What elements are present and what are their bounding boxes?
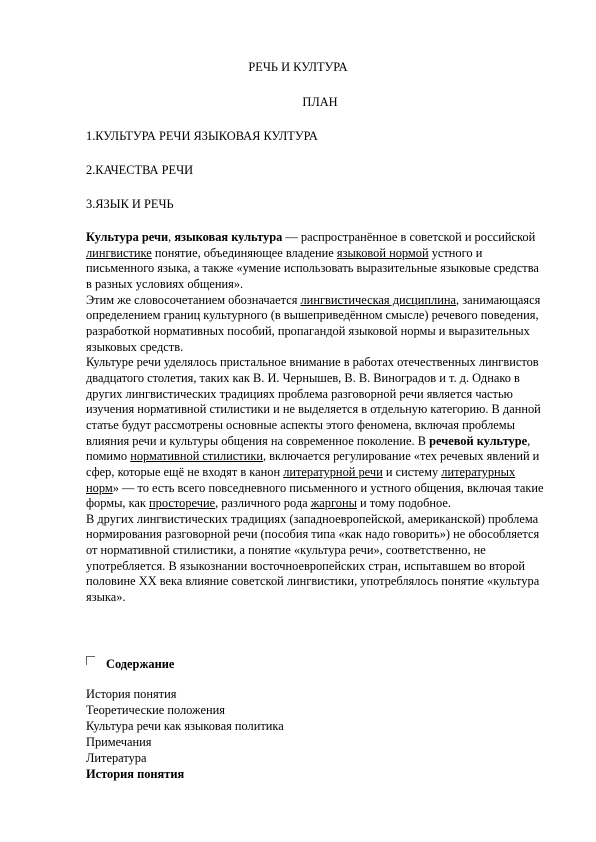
link-normative-stylistics[interactable]: нормативной стилистики [130, 449, 263, 464]
paragraph-3 [86, 355, 546, 512]
term-speech-culture: Культура речи [86, 230, 169, 244]
toc-item-literature[interactable]: Литература [86, 751, 147, 765]
text-run: , различного рода [215, 496, 311, 511]
section-heading-history: История понятия [86, 767, 185, 781]
link-linguistics[interactable]: лингвистике [86, 245, 152, 260]
link-linguistic-discipline[interactable]: лингвистическая дисциплина [300, 292, 456, 307]
text-run: Этим же словосочетанием обозначается [86, 292, 301, 307]
paragraph-1 [86, 230, 546, 293]
article-body [86, 230, 546, 606]
text-run: , занимающаяся определением границ культурного (в вышеприведённом смысле) речевого поведения, разработкой нормативных пособий, пропагандой языковой нормы и выразительных языковых средств. [86, 292, 541, 354]
text-run: Культуре речи уделялось пристальное внимание в работах отечественных лингвистов двадцатого столетия, таких как В. И. Чернышев, В. В. Виноградов и т. д. Однако в других лингвистических традициях проблема разговорной речи является частью изучения нормативной стилистики и не выделяется в отдельную категорию. В данной статье будут рассмотрены основные аспекты этого феномена, включая проблемы влияния речи и культуры общения на современное поколение. В [86, 355, 541, 448]
term-language-culture: языковая культура [174, 230, 283, 244]
toc-heading: Содержание [106, 657, 175, 671]
text-run: понятие, объединяющее владение [151, 245, 337, 260]
text-run: и систему [382, 464, 442, 479]
link-prostorechie[interactable]: просторечие [149, 496, 216, 511]
text-run: — распространённое в советской и российской [282, 230, 536, 244]
text-run: , помимо [86, 433, 531, 464]
link-literary-speech[interactable]: литературной речи [283, 464, 383, 479]
link-language-norm[interactable]: языковой нормой [336, 245, 429, 260]
plan-heading: ПЛАН [302, 95, 338, 109]
term-speech-culture-bold: речевой культуре [429, 433, 528, 448]
document-title: РЕЧЬ И КУЛТУРА [248, 60, 348, 74]
paragraph-4: В других лингвистических традициях (западноевропейской, американской) проблема нормирования разговорной речи (пособия типа «как надо говорить») не обособляется от нормативной стилистики, а понятие «культура речи», соответственно, не употребляется. В языкознании восточноевропейских стран, испытавшем во второй половине XX века влияние советской лингвистики, употреблялось понятие «культура языка». [86, 511, 540, 605]
plan-item-2: 2.КАЧЕСТВА РЕЧИ [86, 163, 194, 177]
toc-item-history[interactable]: История понятия [86, 687, 177, 701]
toc-item-theory[interactable]: Теоретические положения [86, 703, 225, 717]
text-run: устного и письменного языка, а также «умение использовать выразительные языковые средства в разных условиях общения». [86, 245, 539, 291]
text-run: , включается регулирование «тех речевых явлений и сфер, которые ещё не входят в канон [86, 449, 540, 479]
paragraph-2 [86, 293, 546, 356]
toggle-icon[interactable] [86, 656, 95, 665]
toc-header[interactable] [86, 656, 174, 672]
text-run: , [168, 230, 175, 244]
plan-item-1: 1.КУЛЬТУРА РЕЧИ ЯЗЫКОВАЯ КУЛТУРА [86, 129, 318, 143]
toc-item-notes[interactable]: Примечания [86, 735, 152, 749]
plan-item-3: 3.ЯЗЫК И РЕЧЬ [86, 197, 174, 211]
text-run: и тому подобное. [356, 496, 451, 511]
table-of-contents [86, 686, 284, 782]
toc-item-policy[interactable]: Культура речи как языковая политика [86, 719, 284, 733]
text-run: » — то есть всего повседневного письменного и устного общения, включая такие формы, как [86, 480, 544, 511]
link-literary-norms[interactable]: литературных норм [86, 464, 516, 495]
link-jargons[interactable]: жаргоны [310, 496, 357, 511]
